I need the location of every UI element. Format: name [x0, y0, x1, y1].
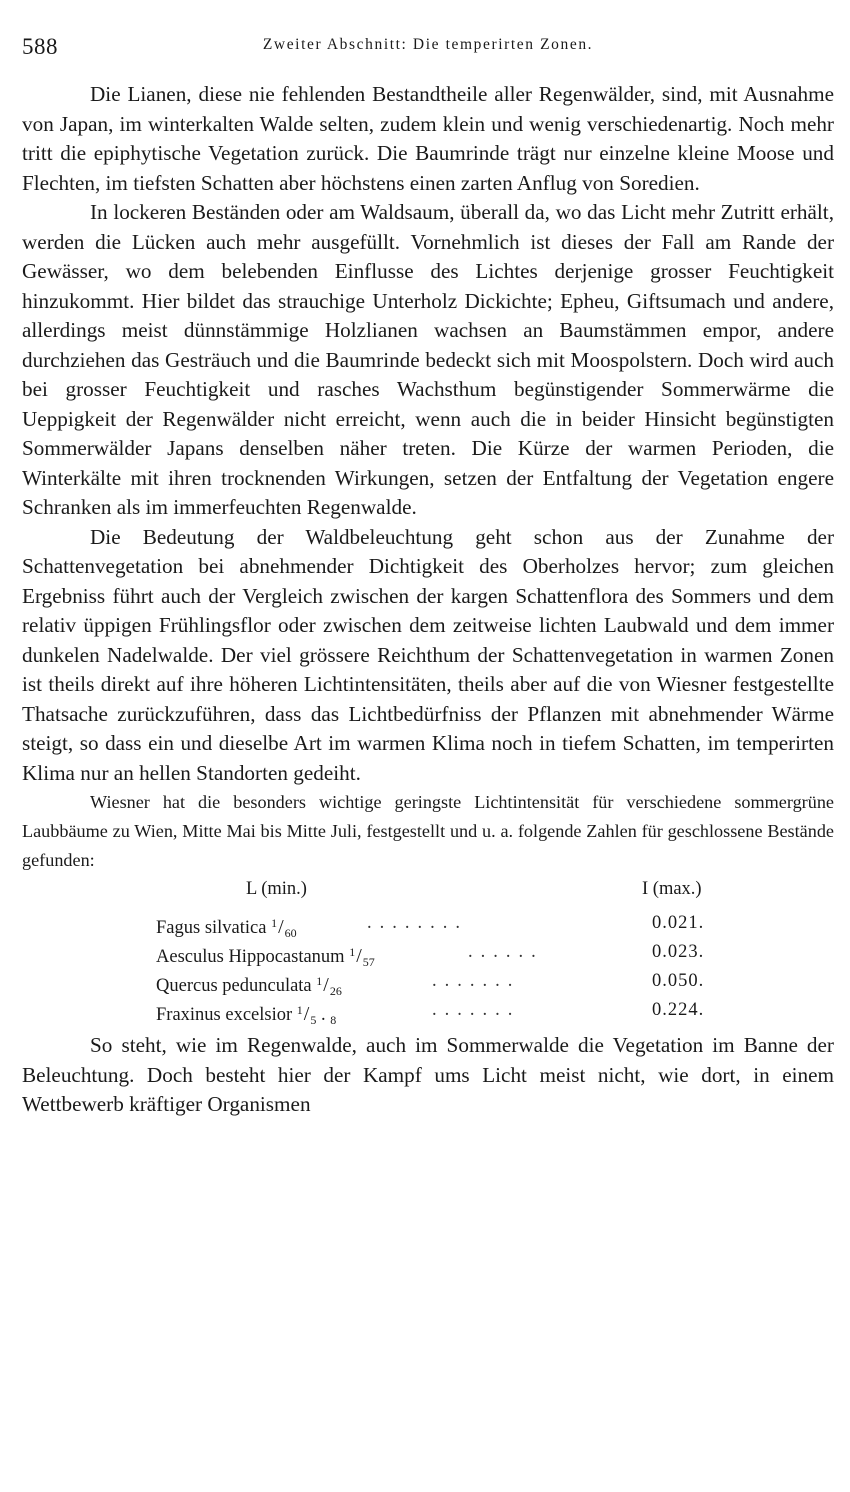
- max-value: 0.023.: [652, 942, 705, 962]
- max-value: 0.021.: [652, 913, 705, 933]
- species-name: Quercus pedunculata: [156, 976, 312, 996]
- species-name: Fagus silvatica: [156, 918, 267, 938]
- page-body: [22, 80, 834, 1120]
- table-header: [22, 875, 834, 909]
- paragraph-lianen: Die Lianen, diese nie fehlenden Bestandtheile aller Regenwälder, sind, mit Ausnahme von Japan, im winterkalten Walde selten, zudem klein und wenig verschiedenartig. Noch mehr tritt die epiphytische Vegetation zurück. Die Baumrinde trägt nur einzelne kleine Moose und Flechten, im tiefsten Schatten aber höchstens einen zarten Anflug von Soredien.: [22, 82, 834, 195]
- max-value: 0.050.: [652, 971, 705, 991]
- dot-leaders: .......: [432, 1000, 521, 1020]
- paragraph-wiesner: Wiesner hat die besonders wichtige geringste Lichtintensität für verschiedene sommergrüne Laubbäume zu Wien, Mitte Mai bis Mitte Juli, festgestellt und u. a. folgende Zahlen für geschlossene Bestände gefunden:: [22, 792, 834, 870]
- species-name: Aesculus Hippocastanum: [156, 947, 345, 967]
- species-name: Fraxinus excelsior: [156, 1005, 293, 1025]
- table-row: [22, 967, 834, 996]
- min-fraction: $^1/_{57}$: [349, 945, 375, 969]
- max-value: 0.224.: [652, 1000, 705, 1020]
- paragraph-closing: So steht, wie im Regenwalde, auch im Sommerwalde die Vegetation im Banne der Beleuchtung. Doch besteht hier der Kampf ums Licht meist nicht, wie dort, in einem Wettbewerb kräftiger Organismen: [22, 1033, 834, 1116]
- running-head: Zweiter Abschnitt: Die temperirten Zonen.: [262, 36, 594, 53]
- dot-leaders: ......: [468, 942, 544, 962]
- column-header-i-max: I (max.): [642, 879, 702, 899]
- column-header-l-min: L (min.): [246, 879, 307, 899]
- page-header: [22, 32, 834, 62]
- dot-leaders: .......: [432, 971, 521, 991]
- table-row: [22, 909, 834, 938]
- min-fraction: $^1/_5$ . $_8$: [296, 1003, 337, 1027]
- light-intensity-table: [22, 909, 834, 1025]
- dot-leaders: ........: [367, 913, 468, 933]
- page-number: 588: [22, 34, 58, 59]
- min-fraction: $^1/_{26}$: [316, 974, 342, 998]
- min-fraction: $^1/_{60}$: [271, 916, 297, 940]
- paragraph-waldbeleuchtung: Die Bedeutung der Waldbeleuchtung geht schon aus der Zunahme der Schattenvegetation bei abnehmender Dichtigkeit des Oberholzes hervor; zum gleichen Ergebniss führt auch der Vergleich zwischen der kargen Schattenflora des Sommers und dem relativ üppigen Frühlingsflor oder zwischen dem zeitweise lichten Laubwald und dem immer dunkelen Nadelwalde. Der viel grössere Reichthum der Schattenvegetation in warmen Zonen ist theils direkt auf ihre höheren Lichtintensitäten, theils aber auf die von Wiesner festgestellte Thatsache zurückzuführen, dass das Lichtbedürfniss der Pflanzen mit abnehmender Wärme steigt, so dass ein und dieselbe Art im warmen Klima noch in tiefem Schatten, im temperirten Klima nur an hellen Standorten gedeiht.: [22, 524, 834, 785]
- paragraph-lockere-bestaende: In lockeren Beständen oder am Waldsaum, überall da, wo das Licht mehr Zutritt erhält, werden die Lücken auch mehr ausgefüllt. Vornehmlich ist dieses der Fall am Rande der Gewässer, wo dem belebenden Einflusse des Lichtes derjenige grosser Feuchtigkeit hinzukommt. Hier bildet das strauchige Unterholz Dickichte; Epheu, Giftsumach und andere, allerdings meist dünnstämmige Holzlianen wachsen an Baumstämmen empor, andere durchziehen das Gesträuch und die Baumrinde bedeckt sich mit Moospolstern. Doch wird auch bei grosser Feuchtigkeit und rasches Wachsthum begünstigender Sommerwärme die Ueppigkeit der Regenwälder nicht erreicht, wenn auch die in beider Hinsicht begünstigten Sommerwälder Japans denselben näher treten. Die Kürze der warmen Perioden, die Winterkälte mit ihren trocknenden Wirkungen, setzen der Entfaltung der Vegetation engere Schranken als im immerfeuchten Regenwalde.: [22, 200, 834, 519]
- species-entry: [156, 996, 336, 1035]
- table-row: [22, 996, 834, 1025]
- table-row: [22, 938, 834, 967]
